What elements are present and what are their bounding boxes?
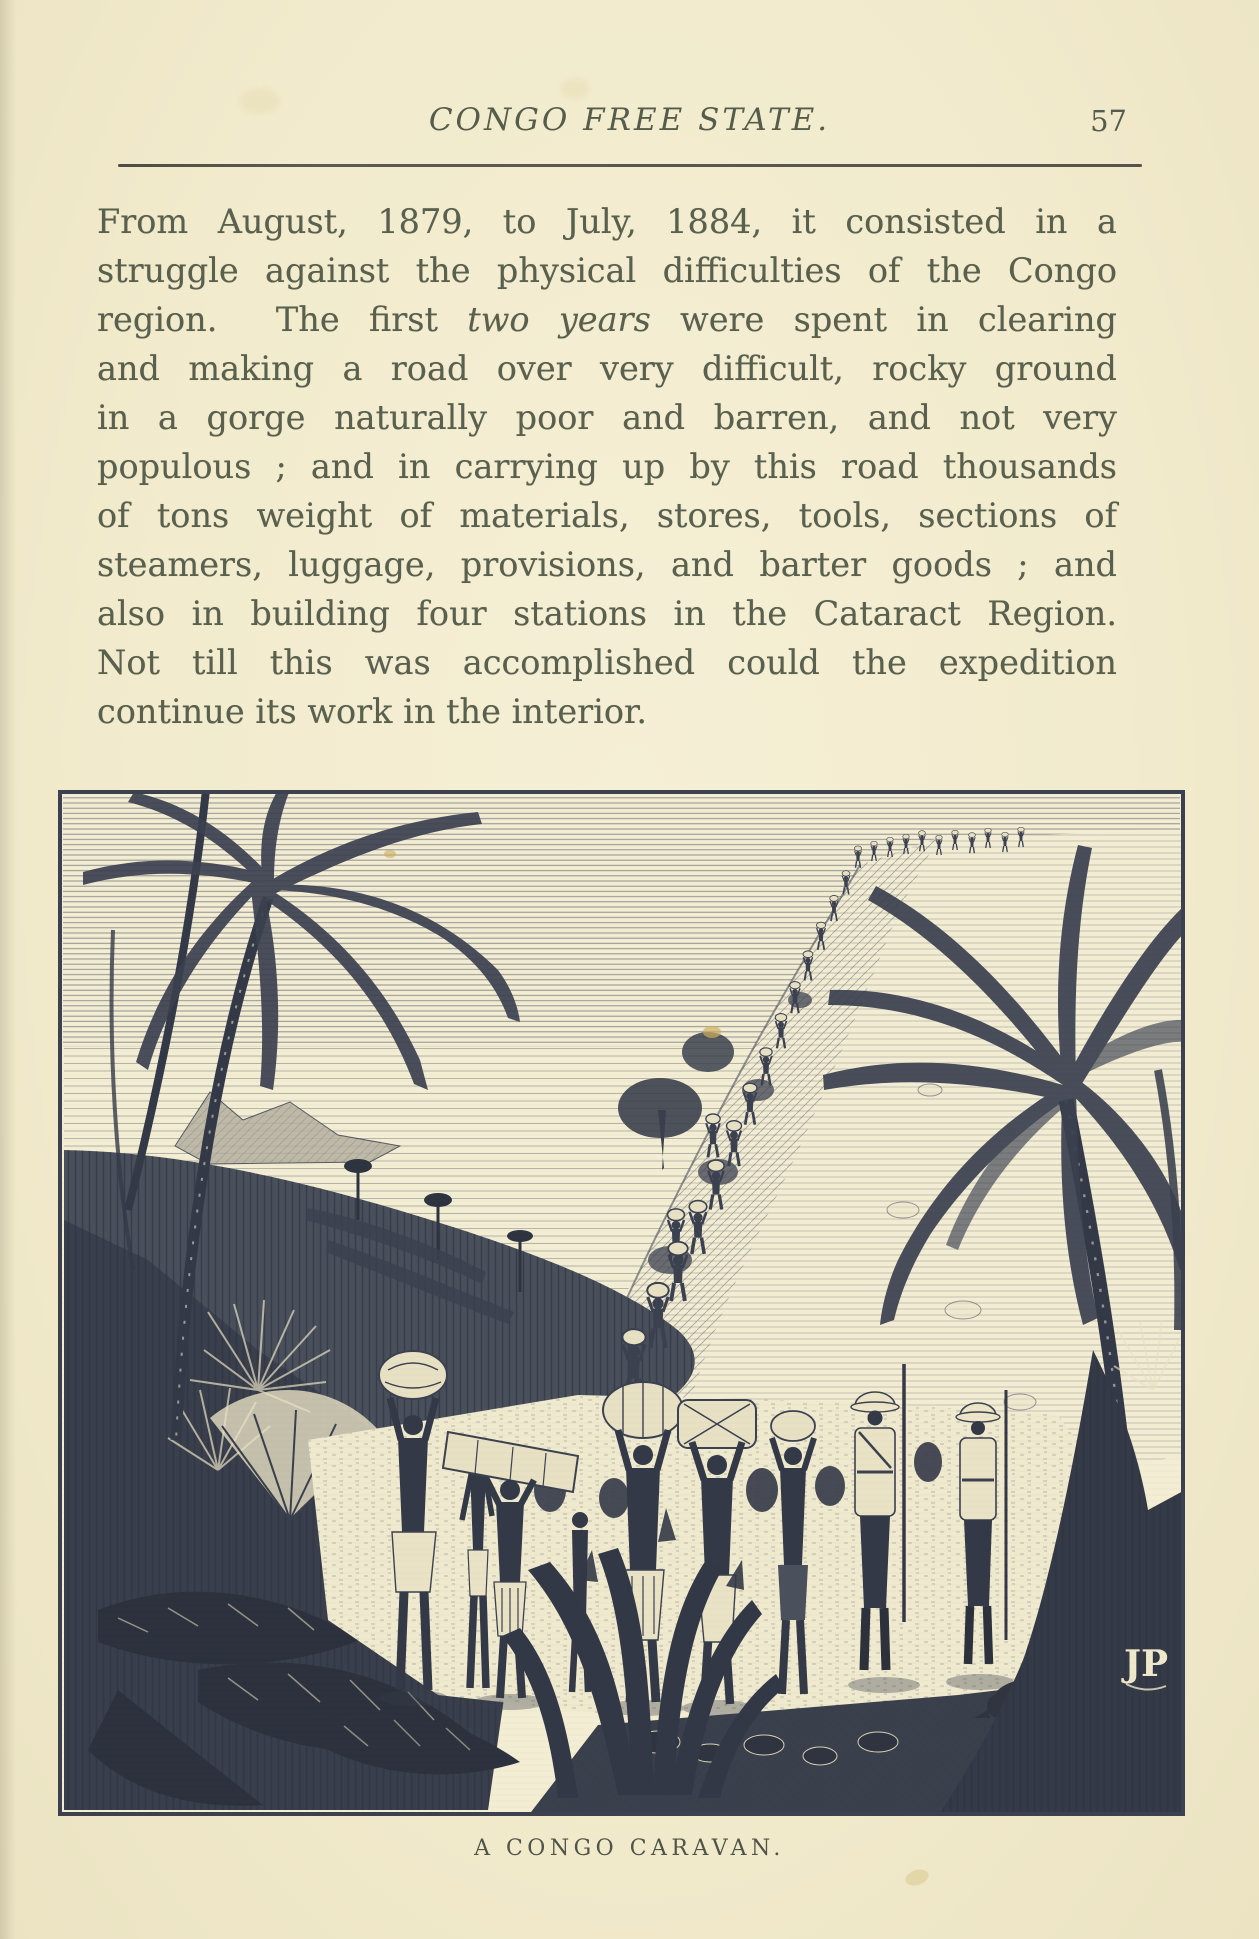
paper-stain [903,1867,930,1889]
engraver-monogram: JP [1124,1643,1169,1685]
text-line: Not till this was accomplished could the expedition [97,643,1117,682]
text-line: also in building four stations in the Cataract Region. [97,594,1117,633]
paper-stain [703,1026,721,1038]
text-line: continue its work in the interior. [97,692,648,731]
body-text [97,197,1117,736]
text-line: region. The first two years were spent in clearing [97,300,1118,339]
text-line: in a gorge naturally poor and barren, and not very [97,398,1117,437]
text-line: From August, 1879, to July, 1884, it consisted in a [97,202,1117,241]
page-header-title: CONGO FREE STATE. [428,102,831,138]
text-line: steamers, luggage, provisions, and barter goods ; and [97,545,1117,584]
paper-stain [560,78,590,100]
text-line: struggle against the physical difficulties of the Congo [97,251,1117,290]
text-line: populous ; and in carrying up by this road thousands [97,447,1117,486]
text-line: and making a road over very difficult, rocky ground [97,349,1117,388]
paper-stain [384,850,396,858]
scan-edge-shadow [0,0,16,1939]
congo-caravan-engraving [58,790,1185,1816]
running-header [0,102,1259,142]
figure-caption: A CONGO CARAVAN. [474,1836,785,1861]
header-rule [118,164,1142,167]
text-line: of tons weight of materials, stores, tools, sections of [97,496,1117,535]
page-number: 57 [1090,104,1127,138]
